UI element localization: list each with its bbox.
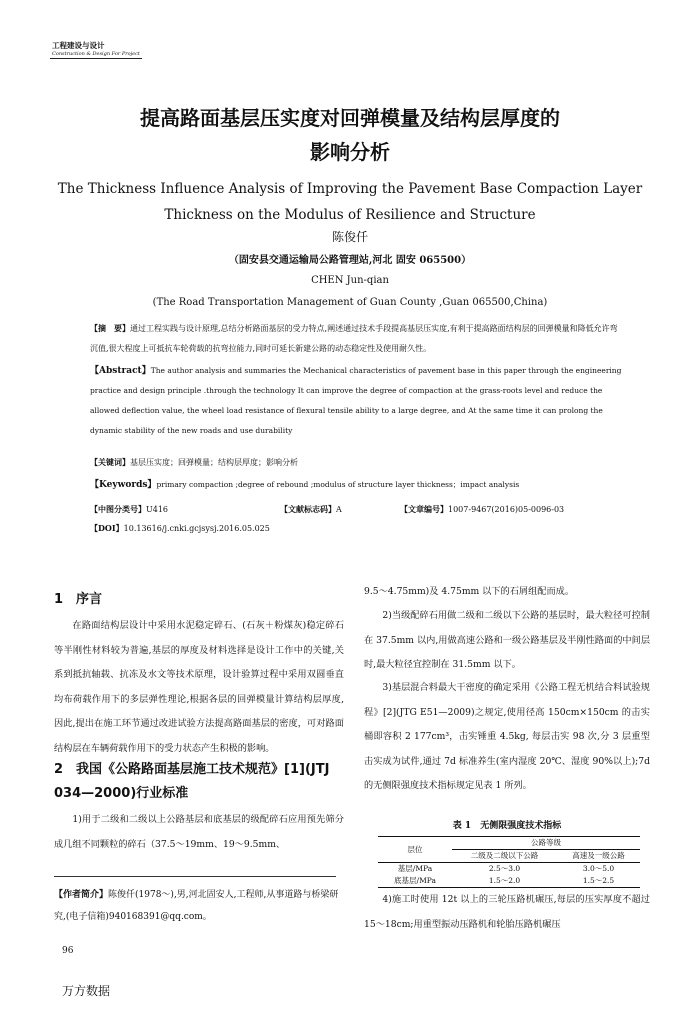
table-cell: 2.5～3.0 xyxy=(488,864,521,873)
watermark-text: 万方数据 xyxy=(62,984,111,998)
doccode-field xyxy=(280,499,400,520)
table-col-layer: 层位 xyxy=(378,837,452,863)
abstract-en xyxy=(90,361,622,441)
table-cell: 1.5～2.0 xyxy=(452,875,557,888)
clc-field xyxy=(90,499,280,520)
table-header-row xyxy=(378,837,640,850)
doi-value: 10.13616/j.cnki.gcjsysj.2016.05.025 xyxy=(123,524,270,533)
clc-label: 【中图分类号】 xyxy=(90,504,146,514)
title-en-line1: The Thickness Influence Analysis of Improving the Pavement Base Compaction Layer xyxy=(57,181,643,197)
right-paragraph-1: 2)当级配碎石用做二级和二级以下公路的基层时，最大粒径可控制在 37.5mm 以内,用做高速公路和一级公路基层及半刚性路面的中间层时,最大粒径宜控制在 31.5mm 以下。 xyxy=(364,610,650,670)
keywords-en xyxy=(90,475,622,495)
title-en-line2: Thickness on the Modulus of Resilience and Structure xyxy=(164,207,536,223)
section-1-paragraph: 在路面结构层设计中采用水泥稳定碎石、(石灰＋粉煤灰)稳定碎石等半刚性材料较为普遍,基层的厚度及材料选择是设计工作中的关键,关系到抵抗轴载、抗冻及水文等技术原理，设计验算过程中采用双圆垂直均布荷载作用下的多层弹性理论,根据各层的回弹模量计算结构层厚度,因此,提出在施工环节通过改进试验方法提高路面基层的密度，可对路面结构层在车辆荷载作用下的受力状态产生积极的影响。 xyxy=(54,620,344,754)
table-1-caption: 表 1 无侧限强度技术指标 xyxy=(452,821,562,831)
keywords-en-label: 【Keywords】 xyxy=(90,480,157,490)
doccode-label: 【文献标志码】 xyxy=(280,504,336,514)
table-col-b: 高速及一级公路 xyxy=(557,850,640,863)
title-cn-line1: 提高路面基层压实度对回弹模量及结构层厚度的 xyxy=(140,106,560,130)
footnote-label: 【作者简介】 xyxy=(54,890,109,900)
author-affiliation-en: (The Road Transportation Management of Guan County ,Guan 065500,China) xyxy=(152,297,548,308)
header-rule xyxy=(50,58,142,59)
abstract-en-text: The author analysis and summaries the Mechanical characteristics of pavement base in this paper through the engineering practice and design principle .through the technology It can improve the degree of compaction at the grass-roots level and reduce the allowed deflection value, the wheel load resistance of flexural tensile ability to a large degree, and At the same time it can prolong the dynamic stability of the new roads and use durability xyxy=(90,366,622,435)
artno-label: 【文章编号】 xyxy=(400,504,448,514)
table-col-a: 二级及二级以下公路 xyxy=(452,850,557,863)
section-1-heading: 1 序言 xyxy=(54,592,103,607)
keywords-cn-label: 【关键词】 xyxy=(90,457,130,467)
table-row xyxy=(378,875,640,888)
artno-value: 1007-9467(2016)05-0096-03 xyxy=(448,505,565,514)
author-name-cn: 陈俊仟 xyxy=(331,230,368,244)
section-2-heading: 2 我国《公路路面基层施工技术规范》[1](JTJ 034—2000)行业标准 xyxy=(54,762,330,801)
table-cell: 基层/MPa xyxy=(397,864,433,873)
right-paragraph-3: 4)施工时使用 12t 以上的三轮压路机碾压,每层的压实厚度不超过 15～18cm;用重型振动压路机和轮胎压路机碾压 xyxy=(364,894,650,930)
title-cn-line2: 影响分析 xyxy=(310,140,390,164)
right-paragraph-2: 3)基层混合料最大干密度的确定采用《公路工程无机结合料试验规程》[2](JTG E51—2009)之规定,使用径高 150cm×150cm 的击实桶即容积 2 177cm³，击实锤重 4.5kg, 每层击实 98 次,分 3 层重型击实成为试件,通过 7d 标准养生(室内湿度 20℃、湿度 90%以上);7d 的无侧限强度技术指标规定见表 1 所列。 xyxy=(364,682,650,791)
classification-line xyxy=(90,499,622,520)
abstract-cn xyxy=(90,318,622,359)
table-cell: 底基层/MPa xyxy=(378,875,452,888)
table-cell: 1.5～2.5 xyxy=(557,875,640,888)
abstract-cn-text: 通过工程实践与设计原理,总结分析路面基层的受力特点,阐述通过技术手段提高基层压实度,有利于提高路面结构层的回弹模量和降低允许弯沉值,很大程度上可抵抗车轮荷载的抗弯拉能力,同时可延长新建公路的动态稳定性及使用耐久性。 xyxy=(90,324,618,353)
footnote-text: 陈俊仟(1978～),男,河北固安人,工程师,从事道路与桥梁研究,(电子信箱)940168391@qq.com。 xyxy=(54,890,339,922)
table-cell: 3.0～5.0 xyxy=(582,864,615,873)
table-col-group: 公路等级 xyxy=(452,837,640,850)
title-cn xyxy=(0,101,700,169)
abstract-cn-label: 【摘 要】 xyxy=(90,323,130,333)
journal-name-cn: 工程建设与设计 xyxy=(52,41,105,50)
section-2-paragraph: 1)用于二级和二级以上公路基层和底基层的级配碎石应用预先筛分成几组不同颗粒的碎石（37.5～19mm、19～9.5mm、 xyxy=(54,814,344,850)
table-row xyxy=(378,863,640,876)
author-affiliation-cn: （固安县交通运输局公路管理站,河北 固安 065500） xyxy=(228,255,472,266)
doi-line xyxy=(90,518,622,539)
keywords-cn xyxy=(90,452,622,473)
abstract-en-label: 【Abstract】 xyxy=(90,366,151,376)
right-paragraph-0: 9.5～4.75mm)及 4.75mm 以下的石屑组配而成。 xyxy=(364,586,575,597)
doi-label: 【DOI】 xyxy=(90,523,124,533)
title-en xyxy=(0,176,700,228)
journal-name-en: Construction & Design For Project xyxy=(52,51,140,57)
author-name-en: CHEN Jun-qian xyxy=(311,275,389,286)
author-footnote xyxy=(54,884,344,928)
clc-value: U416 xyxy=(146,505,169,514)
footnote-rule xyxy=(54,876,336,877)
artno-field xyxy=(400,505,564,514)
page-number: 96 xyxy=(62,946,74,956)
keywords-cn-text: 基层压实度；回弹模量；结构层厚度；影响分析 xyxy=(130,458,298,467)
table-1 xyxy=(378,836,640,888)
doccode-value: A xyxy=(336,505,342,514)
keywords-en-text: primary compaction ;degree of rebound ;modulus of structure layer thickness；impact analysis xyxy=(156,480,520,489)
